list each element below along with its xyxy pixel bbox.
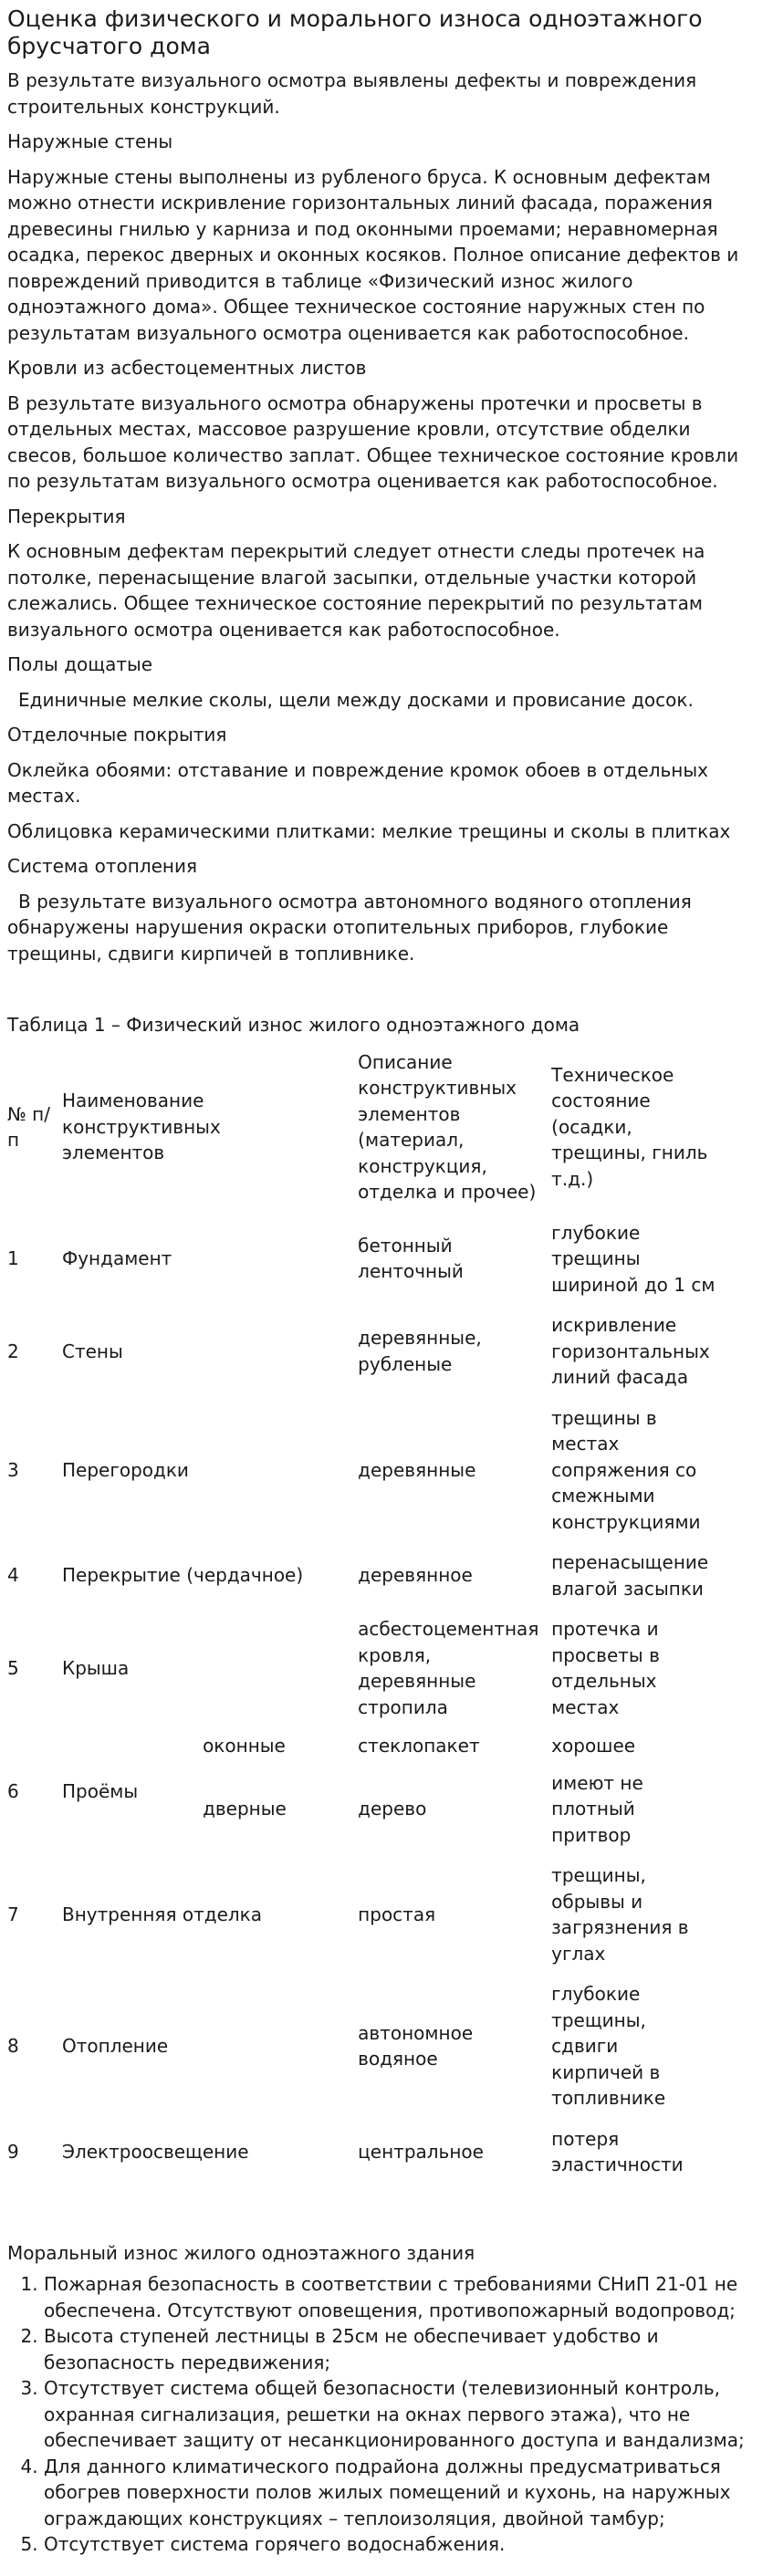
row-state: протечка и просветы в отдельных местах <box>551 1618 660 1718</box>
row-num: 1 <box>7 1247 19 1269</box>
row-state: глубокие трещины, сдвиги кирпичей в топливнике <box>551 1983 666 2109</box>
table-row <box>7 1213 730 1306</box>
row-name: Фундамент <box>62 1247 172 1269</box>
row-state: имеют не плотный притвор <box>551 1771 643 1846</box>
section-heading-roof: Кровли из асбестоцементных листов <box>7 357 367 379</box>
row-name: Перегородки <box>62 1458 189 1481</box>
row-state: перенасыщение влагой засыпки <box>551 1551 709 1600</box>
table-caption: Таблица 1 – Физический износ жилого одноэтажного дома <box>7 1014 580 1036</box>
section-text-plank-floors: Единичные мелкие сколы, щели между досками и провисание досок. <box>18 688 694 711</box>
list-item: 1. Пожарная безопасность в соответствии с требованиями СНиП 21-01 не обеспечена. Отсутствуют оповещения, противопожарный водопровод; <box>44 2271 766 2323</box>
row-num: 6 <box>7 1779 19 1802</box>
header-desc: Описание конструктивных элементов (материал, конструкция, отделка и прочее) <box>358 1050 537 1203</box>
table-row <box>7 1855 730 1974</box>
row-desc: простая <box>358 1903 436 1925</box>
row-desc: дерево <box>358 1798 427 1820</box>
table-row <box>7 1609 730 1727</box>
table-row <box>7 1974 730 2119</box>
row-desc: автономное водяное <box>358 2021 474 2070</box>
document-title: Оценка физического и морального износа одноэтажного брусчатого дома <box>7 5 703 59</box>
list-item: 5. Отсутствует система горячего водоснабжения. <box>44 2531 766 2558</box>
section-heading-floors-ceilings: Перекрытия <box>7 505 126 527</box>
table-row <box>7 1542 730 1609</box>
row-subtype: оконные <box>203 1735 286 1757</box>
table-row <box>7 1398 730 1543</box>
list-item: 3. Отсутствует система общей безопасности (телевизионный контроль, охранная сигнализация, решетки на окнах первого этажа), что не обеспечивает защиту от несанкционированного доступа и вандализма; <box>44 2375 766 2454</box>
row-num: 7 <box>7 1903 19 1925</box>
section-text-heating: В результате визуального осмотра автономного водяного отопления обнаружены нарушения окраски отопительных приборов, глубокие трещины, сдвиги кирпичей в топливнике. <box>7 890 692 965</box>
row-name: Крыша <box>62 1656 130 1679</box>
header-state: Техническое состояние (осадки, трещины, гниль т.д.) <box>551 1063 708 1190</box>
row-num: 8 <box>7 2035 19 2057</box>
section-text-finishes-tiles: Облицовка керамическими плитками: мелкие трещины и сколы в плитках <box>7 819 731 842</box>
section-text-finishes-wallpaper: Оклейка обоями: отставание и повреждение кромок обоев в отдельных местах. <box>7 758 708 807</box>
row-name: Отопление <box>62 2035 169 2057</box>
physical-wear-table <box>7 1042 730 2185</box>
header-num: № п/п <box>7 1102 50 1151</box>
table-header-row <box>7 1042 730 1213</box>
list-item: 4. Для данного климатического подрайона должны предусматриваться обогрев поверхности полов жилых помещений и кухонь, на наружных ограждающих конструкциях – теплоизоляция, двойной тамбур; <box>44 2454 766 2532</box>
row-name: Стены <box>62 1340 123 1362</box>
row-desc: стеклопакет <box>358 1735 480 1757</box>
row-num: 5 <box>7 1656 19 1679</box>
row-subtype: дверные <box>203 1798 287 1820</box>
row-desc: центральное <box>358 2140 484 2163</box>
section-heading-finishes: Отделочные покрытия <box>7 724 227 746</box>
row-desc: деревянное <box>358 1564 473 1587</box>
row-name: Перекрытие (чердачное) <box>62 1564 304 1587</box>
row-num: 2 <box>7 1340 19 1362</box>
section-text-floors-ceilings: К основным дефектам перекрытий следует отнести следы протечек на потолке, перенасыщение влагой засыпки, отдельные участки которой слежались. Общее техническое состояние перекрытий по результатам визуального осмотра оценивается как работоспособное. <box>7 540 705 641</box>
row-num: 4 <box>7 1564 19 1587</box>
section-heading-walls: Наружные стены <box>7 130 173 152</box>
row-num: 9 <box>7 2140 19 2163</box>
section-text-roof: В результате визуального осмотра обнаружены протечки и просветы в отдельных местах, массовое разрушение кровли, отсутствие обделки свесов, большое количество заплат. Общее техническое состояние кровли по результатам визуального осмотра оценивается как работоспособное. <box>7 391 739 492</box>
table-row <box>7 1305 730 1398</box>
row-state: потеря эластичности <box>551 2127 684 2175</box>
row-name: Электроосвещение <box>62 2140 249 2163</box>
row-name: Проёмы <box>62 1779 139 1802</box>
header-name: Наименование конструктивных элементов <box>62 1090 221 1164</box>
row-state: хорошее <box>551 1735 636 1757</box>
list-item: 2. Высота ступеней лестницы в 25см не обеспечивает удобство и безопасность передвижения; <box>44 2323 766 2375</box>
section-heading-heating: Система отопления <box>7 855 198 877</box>
moral-wear-heading: Моральный износ жилого одноэтажного здания <box>7 2241 475 2264</box>
row-state: трещины, обрывы и загрязнения в углах <box>551 1864 689 1965</box>
row-num: 3 <box>7 1458 19 1481</box>
row-desc: деревянные <box>358 1458 476 1481</box>
moral-wear-list <box>7 2271 766 2558</box>
section-heading-plank-floors: Полы дощатые <box>7 653 153 675</box>
row-desc: деревянные, рубленые <box>358 1327 482 1375</box>
intro-paragraph: В результате визуального осмотра выявлены дефекты и повреждения строительных конструкций. <box>7 69 697 118</box>
row-name: Внутренняя отделка <box>62 1903 262 1925</box>
row-state: глубокие трещины шириной до 1 см <box>551 1221 716 1296</box>
row-desc: бетонный ленточный <box>358 1234 464 1283</box>
section-text-walls: Наружные стены выполнены из рубленого бруса. К основным дефектам можно отнести искривление горизонтальных линий фасада, поражения древесины гнилью у карниза и под оконными проемами; неравномерная осадка, перекос дверных и оконных косяков. Полное описание дефектов и повреждений приводится в таблице «Физический износ жилого одноэтажного дома». Общее техническое состояние наружных стен по результатам визуального осмотра оценивается как работоспособное. <box>7 165 739 344</box>
row-state: искривление горизонтальных линий фасада <box>551 1314 710 1388</box>
row-state: трещины в местах сопряжения со смежными конструкциями <box>551 1406 701 1533</box>
table-row <box>7 2119 730 2185</box>
table-row <box>7 1727 730 1765</box>
row-desc: асбестоцементная кровля, деревянные стропила <box>358 1618 539 1718</box>
